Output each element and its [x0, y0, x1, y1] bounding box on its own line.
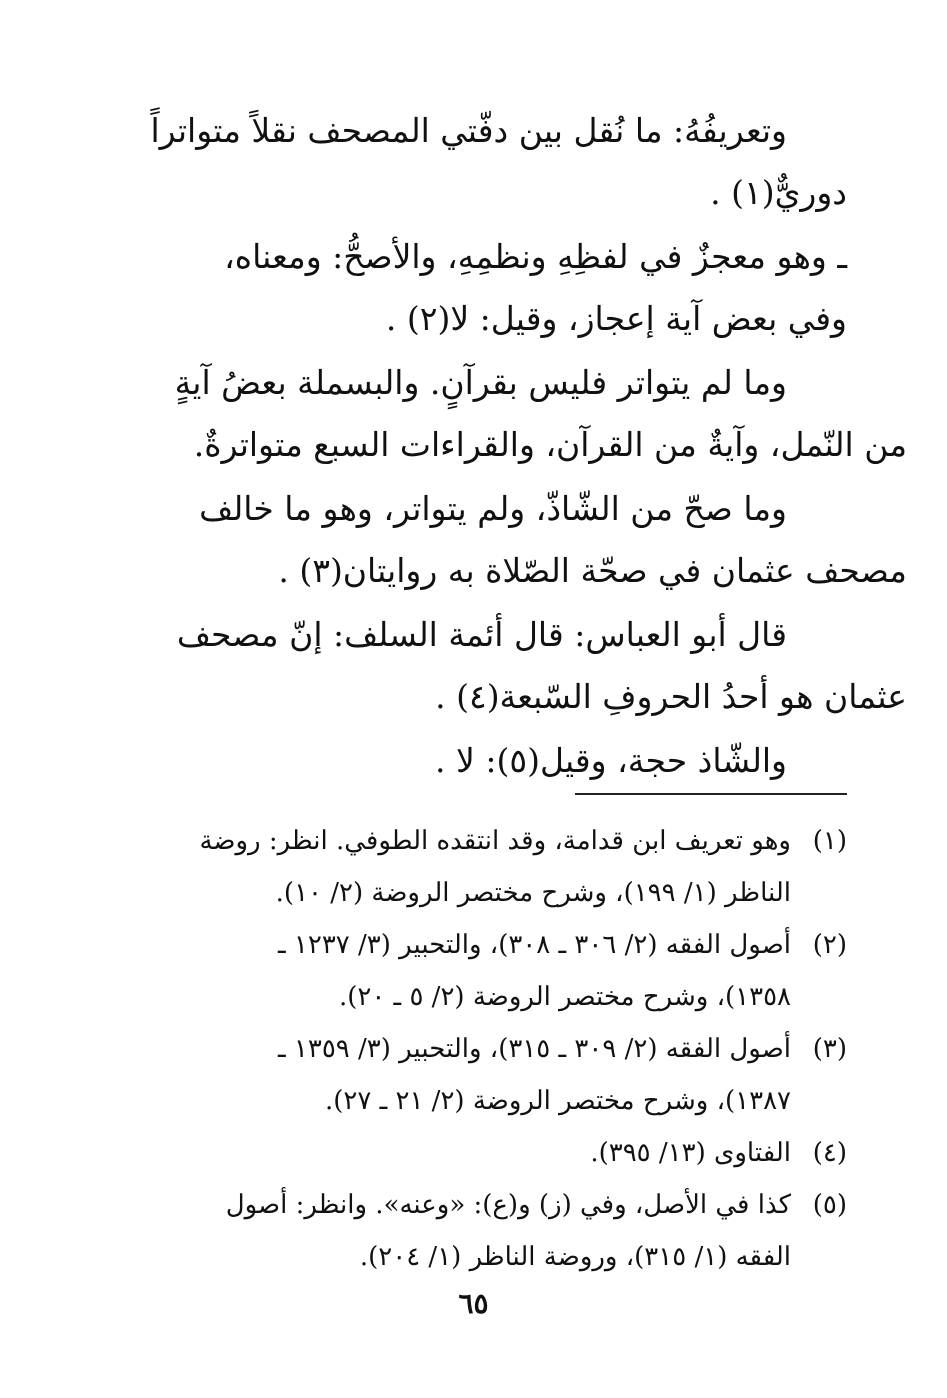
text-line: دوريٌّ(١) . [710, 173, 847, 212]
text-line: مصحف عثمان في صحّة الصّلاة به روايتان(٣) . [278, 551, 907, 590]
paragraph-shadh [107, 478, 907, 602]
footnote-4 [107, 1127, 847, 1179]
footnote-3 [107, 1023, 847, 1127]
paragraph-definition [107, 100, 847, 224]
text-line: والشّاذ حجة، وقيل(٥): لا . [435, 741, 787, 780]
text-line: من النّمل، وآيةٌ من القرآن، والقراءات السبع متواترةٌ. [193, 425, 907, 464]
footnote-line: الفتاوى (١٣/ ٣٩٥). [590, 1138, 791, 1168]
text-line: وتعريفُهُ: ما نُقل بين دفّتي المصحف نقلاً متواتراً [150, 111, 787, 150]
footnote-number: (٢) [812, 930, 847, 960]
footnote-5 [107, 1179, 847, 1283]
text-line: قال أبو العباس: قال أئمة السلف: إنّ مصحف [176, 615, 787, 654]
footnote-line: ١٣٨٧)، وشرح مختصر الروضة (٢/ ٢١ ـ ٢٧). [324, 1086, 791, 1116]
paragraph-hujja [107, 730, 847, 792]
footnote-line: ١٣٥٨)، وشرح مختصر الروضة (٢/ ٥ ـ ٢٠). [338, 982, 791, 1012]
footnote-number: (٥) [812, 1190, 847, 1220]
footnotes [107, 815, 847, 1283]
paragraph-abu-abbas [107, 604, 907, 728]
footnote-1 [107, 815, 847, 919]
footnote-line: الفقه (١/ ٣١٥)، وروضة الناظر (١/ ٢٠٤). [359, 1242, 791, 1272]
footnote-number: (٣) [812, 1034, 847, 1064]
footnote-number: (١) [812, 826, 847, 856]
text-line: وفي بعض آية إعجاز، وقيل: لا(٢) . [385, 299, 847, 338]
text-line: ـ وهو معجزٌ في لفظِهِ ونظمِهِ، والأصحُّ: ومعناه، [224, 237, 847, 276]
text-line: وما لم يتواتر فليس بقرآنٍ. والبسملة بعضُ آيةٍ [174, 363, 787, 402]
footnote-number: (٤) [812, 1138, 847, 1168]
page-number: ٦٥ [458, 1287, 489, 1320]
footnote-2 [107, 919, 847, 1023]
text-line: وما صحّ من الشّاذّ، ولم يتواتر، وهو ما خالف [199, 489, 787, 528]
footnote-line: وهو تعريف ابن قدامة، وقد انتقده الطوفي. انظر: روضة [199, 826, 791, 856]
main-text [107, 100, 907, 792]
footnote-line: الناظر (١/ ١٩٩)، وشرح مختصر الروضة (٢/ ١٠). [275, 878, 791, 908]
paragraph-miracle [107, 226, 847, 350]
footnote-line: أصول الفقه (٢/ ٣٠٦ ـ ٣٠٨)، والتحبير (٣/ ١٢٣٧ ـ [278, 930, 791, 960]
footnote-separator [575, 793, 847, 795]
paragraph-tawatur [107, 352, 907, 476]
footnote-line: كذا في الأصل، وفي (ز) و(ع): «وعنه». وانظر: أصول [225, 1190, 791, 1220]
footnote-line: أصول الفقه (٢/ ٣٠٩ ـ ٣١٥)، والتحبير (٣/ ١٣٥٩ ـ [278, 1034, 791, 1064]
text-line: عثمان هو أحدُ الحروفِ السّبعة(٤) . [435, 677, 907, 716]
